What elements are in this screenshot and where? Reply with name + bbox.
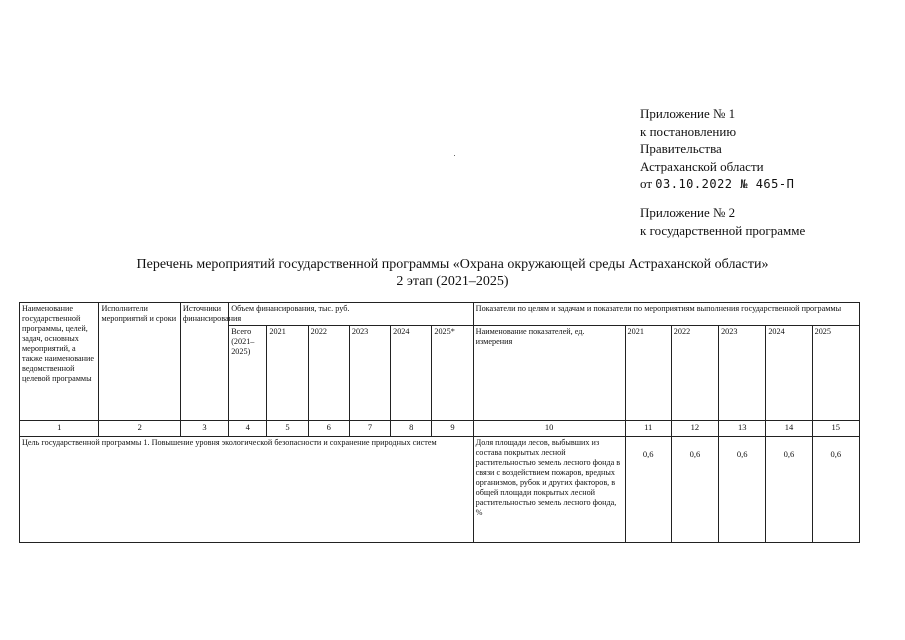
column-number: 7 bbox=[349, 421, 390, 437]
fin-year: 2023 bbox=[349, 326, 390, 421]
indicator-value: 0,6 bbox=[671, 437, 718, 543]
column-number: 8 bbox=[391, 421, 432, 437]
column-number: 9 bbox=[432, 421, 473, 437]
scan-speck bbox=[454, 155, 455, 156]
appendix-2-header bbox=[640, 204, 805, 239]
header-financing: Объем финансирования, тыс. руб. bbox=[229, 303, 473, 326]
ind-year: 2024 bbox=[766, 326, 812, 421]
resolution-date: 03.10.2022 bbox=[655, 177, 733, 191]
appendix-1-header bbox=[640, 105, 794, 194]
ind-year: 2022 bbox=[671, 326, 718, 421]
indicator-text: Доля площади лесов, выбывших из состава покрытых лесной растительностью земель лесного фонда в связи с воздействием пожаров, вредных организмов, рубок и других факторов, в общей площади покрытых лесной растительностью земель лесного фонда, % bbox=[473, 437, 625, 543]
header-indicators: Показатели по целям и задачам и показатели по мероприятиям выполнения государственной программы bbox=[473, 303, 859, 326]
appendix-2-title: Приложение № 2 bbox=[640, 205, 736, 220]
header-sources: Источники финансирования bbox=[180, 303, 228, 421]
fin-year: 2021 bbox=[267, 326, 308, 421]
column-number: 10 bbox=[473, 421, 625, 437]
document-title bbox=[0, 256, 905, 290]
indicator-value: 0,6 bbox=[719, 437, 766, 543]
appendix-1-line: к постановлению bbox=[640, 123, 737, 139]
ind-year: 2021 bbox=[625, 326, 671, 421]
column-number: 15 bbox=[812, 421, 859, 437]
appendix-2-line: к государственной программе bbox=[640, 222, 806, 238]
column-number: 13 bbox=[719, 421, 766, 437]
goal-text: Цель государственной программы 1. Повышение уровня экологической безопасности и сохранение природных систем bbox=[20, 437, 474, 543]
column-numbers-row bbox=[20, 421, 860, 437]
goal-row bbox=[20, 437, 860, 543]
ind-year: 2023 bbox=[719, 326, 766, 421]
fin-year: 2025* bbox=[432, 326, 473, 421]
header-indicator-name: Наименование показателей, ед. измерения bbox=[473, 326, 625, 421]
header-executors: Исполнители мероприятий и сроки bbox=[99, 303, 180, 421]
ind-year: 2025 bbox=[812, 326, 859, 421]
column-number: 3 bbox=[180, 421, 228, 437]
indicator-value: 0,6 bbox=[625, 437, 671, 543]
indicator-value: 0,6 bbox=[766, 437, 812, 543]
fin-year: 2024 bbox=[391, 326, 432, 421]
appendix-1-title: Приложение № 1 bbox=[640, 106, 736, 121]
column-number: 4 bbox=[229, 421, 267, 437]
indicator-value: 0,6 bbox=[812, 437, 859, 543]
title-line-1: Перечень мероприятий государственной программы «Охрана окружающей среды Астраханской области» bbox=[136, 257, 769, 272]
fin-year-total: Всего (2021–2025) bbox=[229, 326, 267, 421]
column-number: 5 bbox=[267, 421, 308, 437]
column-number: 1 bbox=[20, 421, 99, 437]
column-number: 6 bbox=[308, 421, 349, 437]
column-number: 12 bbox=[671, 421, 718, 437]
fin-year: 2022 bbox=[308, 326, 349, 421]
resolution-reference bbox=[640, 175, 794, 194]
title-line-2: 2 этап (2021–2025) bbox=[396, 274, 509, 289]
measures-table bbox=[19, 302, 860, 543]
date-prefix: от bbox=[640, 176, 656, 191]
column-number: 2 bbox=[99, 421, 180, 437]
resolution-number: № 465-П bbox=[732, 177, 795, 191]
header-program-name: Наименование государственной программы, целей, задач, основных мероприятий, а также наименование ведомственной целевой программы bbox=[20, 303, 99, 421]
column-number: 11 bbox=[625, 421, 671, 437]
column-number: 14 bbox=[766, 421, 812, 437]
appendix-1-line: Правительства bbox=[640, 141, 722, 156]
appendix-1-line: Астраханской области bbox=[640, 158, 764, 174]
